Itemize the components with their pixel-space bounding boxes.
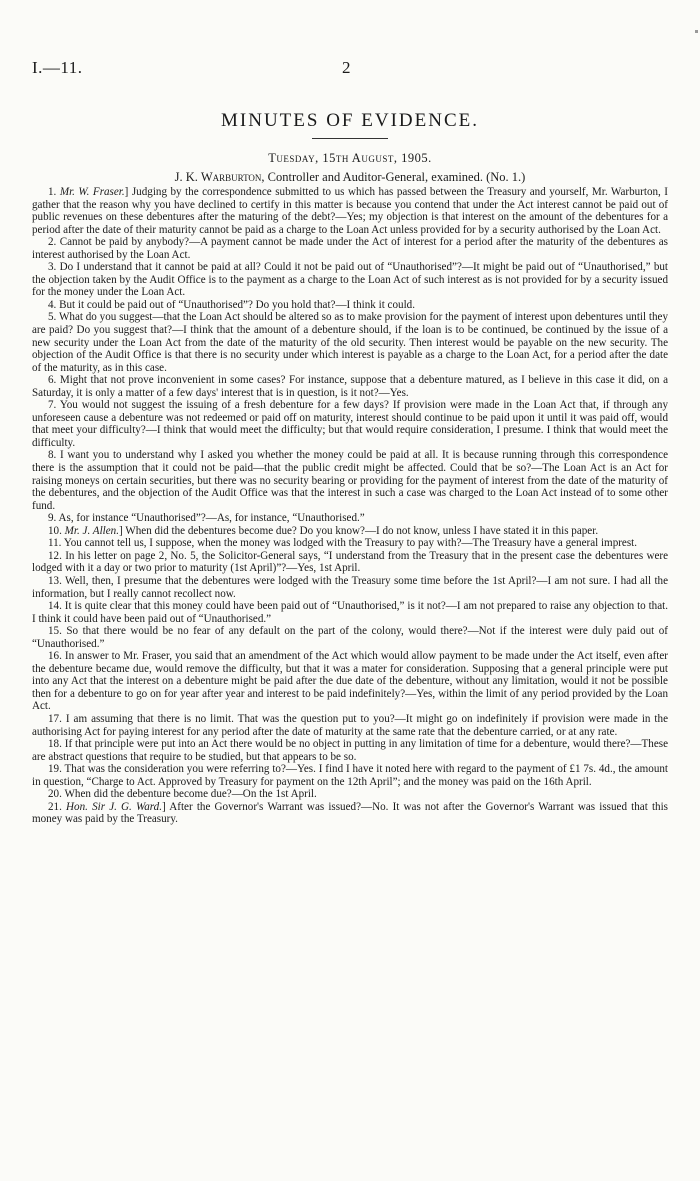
question-number: 10. (48, 524, 62, 537)
evidence-paragraph: 21. Hon. Sir J. G. Ward.] After the Governor's Warrant was issued?—No. It was not after the Governor's Warrant was issued that this money was paid by the Treasury. (32, 800, 668, 826)
title-divider (312, 138, 388, 139)
question-text: Judging by the correspondence submitted to us which has passed between the Treasury and yourself, Mr. Warburton, I gather that the reason why you have declined to certify in this matter is because you contend that under the Act interest cannot be paid out of public revenues on these debentures after the maturing of the debt?—Yes; my objection is that interest on the amount of the debentures for a period after the date of their maturity cannot be paid as a charge to the Loan Act unless provided for by a security authorised by the Loan Act. (32, 186, 669, 236)
question-text: But it could be paid out of “Unauthorised”? Do you hold that?—I think it could. (59, 298, 415, 311)
evidence-paragraph (32, 575, 668, 600)
question-number: 5. (48, 311, 57, 324)
speaker-name: Mr. J. Allen. (64, 524, 119, 537)
question-text: That was the consideration you were referring to?—Yes. I find I have it noted here with regard to the payment of £1 7s. 4d., the amount in question, “Charge to Act. Approved by Treasury for payment on the 12th April”; and the money was paid on the 16th April. (32, 763, 668, 788)
question-text: You would not suggest the issuing of a fresh debenture for a few days? If provision were made in the Loan Act that, if through any unforeseen cause a debenture was not redeemed or paid off on maturity, interest should continue to be paid upon it until it was paid off, would that meet your difficulty?—I think that would meet the difficulty; but that would require consideration, I presume. I think that would meet the difficulty. (32, 399, 668, 449)
speaker-name: Mr. W. Fraser. (59, 186, 125, 198)
question-text: As, for instance “Unauthorised”?—As, for instance, “Unauthorised.” (58, 512, 365, 525)
evidence-paragraph (32, 449, 668, 512)
question-number: 19. (48, 763, 62, 776)
question-number: 17. (48, 712, 62, 725)
evidence-paragraph (32, 512, 668, 525)
evidence-paragraph (32, 311, 668, 374)
question-number: 9. (48, 512, 57, 525)
witness-description: , Controller and Auditor-General, examined. (No. 1.) (261, 170, 526, 184)
question-text: After the Governor's Warrant was issued?—No. It was not after the Governor's Warrant was issued that this money was paid by the Treasury. (32, 800, 668, 826)
question-number: 4. (48, 298, 57, 311)
question-text: In answer to Mr. Fraser, you said that an amendment of the Act which would allow payment to be made under the Act itself, even after the debenture became due, would remove the difficulty, but that it was a mater for consideration. Supposing that a general principle were put into any Act that the interest on a debenture might be paid after the due date of the debenture, without any limitation, would it not be possible then for a debenture to go on for year after year and interest to be paid indefinitely?—Yes, within the limit of any period provided by the Loan Act. (32, 650, 668, 713)
evidence-paragraph (32, 738, 668, 763)
evidence-paragraph (32, 650, 668, 713)
question-text: You cannot tell us, I suppose, when the money was lodged with the Treasury to pay with?—The Treasury have a general imprest. (63, 537, 638, 550)
witness-name: J. K. Warburton (174, 170, 262, 184)
evidence-paragraph (32, 763, 668, 788)
question-text: Do I understand that it cannot be paid at all? Could it not be paid out of “Unauthorised”?—It might be paid out of “Unauthorised,” but the objection taken by the Audit Office is to the payment as a charge to the Loan Act of such interest as is not provided for by a security issued for the money under the Loan Act. (32, 261, 668, 299)
question-number: 14. (48, 600, 62, 613)
evidence-paragraph (32, 537, 668, 550)
edge-mark (695, 30, 698, 33)
evidence-paragraph (32, 550, 668, 575)
question-text: Cannot be paid by anybody?—A payment cannot be made under the Act of interest for a period after the maturity of the debentures as interest authorised by the Loan Act. (32, 236, 668, 261)
question-number: 11. (48, 537, 62, 550)
question-number: 16. (48, 650, 62, 663)
witness-line (0, 170, 700, 185)
question-text: If that principle were put into an Act there would be no object in putting in any limitation of time for a debenture, would there?—These are abstract questions that require to be studied, but that appears to be so. (32, 738, 668, 763)
question-text: I am assuming that there is no limit. That was the question put to you?—It might go on indefinitely if provision were made in the authorising Act for paying interest for any period after the date of maturity at the same rate that the debenture carried, or at any rate. (32, 712, 668, 738)
evidence-paragraph (32, 713, 668, 738)
speaker-name: Hon. Sir J. G. Ward. (66, 800, 162, 813)
page-title: MINUTES OF EVIDENCE. (221, 110, 479, 131)
question-number: 3. (48, 261, 57, 274)
evidence-paragraph: 1. Mr. W. Fraser.] Judging by the correspondence submitted to us which has passed between the Treasury and yourself, Mr. Warburton, I gather that the reason why you have declined to certify in this matter is because you contend that under the Act interest cannot be paid out of public revenues on these debentures after the maturing of the debt?—Yes; my objection is that interest on the amount of the debentures for a period after the date of their maturity cannot be paid as a charge to the Loan Act unless provided for by a security authorised by the Loan Act. (32, 186, 669, 236)
evidence-paragraph: 10. Mr. J. Allen.] When did the debentures become due? Do you know?—I do not know, unless I have stated it in this paper. (48, 524, 599, 537)
evidence-paragraph (32, 236, 668, 261)
evidence-paragraph (32, 261, 668, 299)
question-text: Might that not prove inconvenient in some cases? For instance, suppose that a debenture matured, as I believe in this case it did, on a Saturday, it is only a matter of a few days' interest that is in question, is it not?—Yes. (32, 374, 668, 399)
evidence-paragraph (32, 374, 668, 399)
question-text: It is quite clear that this money could have been paid out of “Unauthorised,” is it not?—I am not prepared to raise any objection to that. I think it could have been paid out of “Unauthorised.” (32, 600, 668, 625)
hearing-date: Tuesday, 15th August, 1905. (268, 151, 432, 165)
evidence-body (32, 186, 668, 826)
paper-reference: I.—11. (32, 58, 83, 77)
question-number: 8. (48, 449, 57, 462)
page-number: 2 (342, 58, 351, 77)
evidence-paragraph (32, 399, 668, 449)
evidence-paragraph (32, 625, 668, 650)
question-number: 20. (48, 788, 62, 801)
question-number: 12. (48, 549, 62, 562)
question-number: 15. (48, 625, 62, 638)
question-number: 2. (48, 236, 57, 249)
question-text: When did the debentures become due? Do you know?—I do not know, unless I have stated it in this paper. (125, 524, 599, 537)
question-text: Well, then, I presume that the debentures were lodged with the Treasury some time before the 1st April?—I am not sure. I had all the information, but I really cannot recollect now. (32, 574, 668, 600)
question-number: 1. (48, 186, 57, 198)
question-number: 7. (48, 399, 57, 412)
evidence-paragraph (32, 788, 668, 801)
question-text: What do you suggest—that the Loan Act should be altered so as to make provision for the payment of interest upon debentures until they are paid? Do you suggest that?—I think that the amount of a debenture should, if the loan is to be continued, be continued by the issue of a new security under the Loan Act from the date of the maturity of the old security. Then interest would be payable on the new security. The objection of the Audit Office is that there is no security under which interest is payable as a charge to the Loan Act, for a period after the date of the maturity, as in this case. (32, 311, 668, 374)
question-number: 13. (48, 574, 62, 587)
question-number: 18. (48, 738, 62, 751)
question-text: So that there would be no fear of any default on the part of the colony, would there?—Not if the interest were duly paid out of “Unauthorised.” (32, 625, 668, 650)
question-number: 6. (48, 374, 57, 387)
question-number: 21. (48, 800, 62, 813)
question-text: In his letter on page 2, No. 5, the Solicitor-General says, “I understand from the Treasury that in the present case the debentures were lodged with it a day or two prior to maturity (1st April)”?—Yes, 1st April. (32, 549, 669, 575)
evidence-paragraph (32, 600, 668, 625)
question-text: I want you to understand why I asked you whether the money could be paid at all. It is because running through this correspondence there is the assumption that it could not be paid—that the public credit might be affected. Could that be so?—The Loan Act is an Act for raising moneys on certain securities, but there was no security bearing or providing for the payment of interest from the date of the maturity of the debentures, and the objection of the Audit Office was that the interest in such a case was charged to the Loan Act instead of to some other fund. (32, 449, 668, 512)
question-text: When did the debenture become due?—On the 1st April. (64, 788, 317, 801)
evidence-paragraph (32, 299, 668, 312)
